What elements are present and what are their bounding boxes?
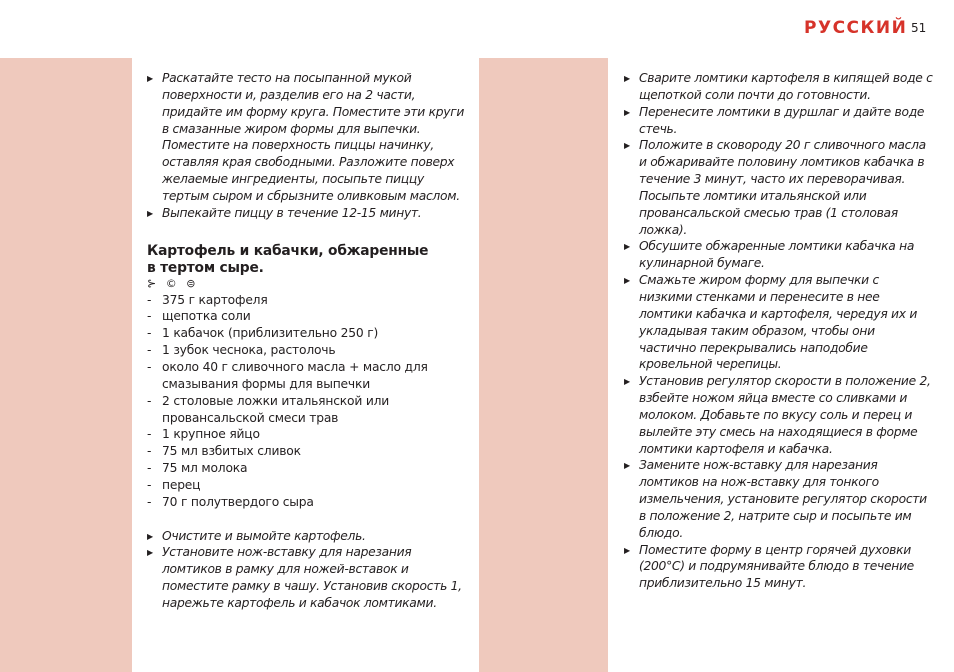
- ingredient-item: - 75 мл молока: [147, 461, 248, 476]
- ingredient-item: - 375 г картофеля: [147, 292, 268, 307]
- ingredient-item: - 75 мл взбитых сливок: [147, 444, 301, 459]
- ingredient-item: - 1 крупное яйцо: [147, 427, 260, 442]
- bullet-triangle-icon: ▶: [147, 531, 153, 541]
- recipe-title: Картофель и кабачки, обжаренные в тертом сыре.: [147, 242, 429, 276]
- bullet-triangle-icon: ▶: [624, 276, 630, 286]
- ingredient-item: - 1 зубок чеснока, растолочь: [147, 343, 336, 358]
- middle-color-band: [479, 58, 608, 672]
- bullet-triangle-icon: ▶: [147, 74, 153, 83]
- step-item: ▶ Обсушите обжаренные ломтики кабачка на кулинарной бумаге.: [624, 239, 915, 271]
- step-item: ▶ Положите в сковороду 20 г сливочного масла и обжаривайте половину ломтиков кабачка в течение 3 минут, часто их переворачивая. Посыпьте ломтики итальянской или провансальской смесью трав (1 столовая ложка).: [624, 138, 926, 237]
- step-item: ▶ Замените нож-вставку для нарезания ломтиков на нож-вставку для тонкого измельчения, установите регулятор скорости в положение 2, натрите сыр и посыпьте им блюдо.: [624, 458, 927, 540]
- bullet-triangle-icon: ▶: [147, 548, 153, 558]
- step-item: ▶ Очистите и вымойте картофель.: [147, 528, 465, 545]
- bullet-triangle-icon: ▶: [624, 141, 630, 151]
- bullet-triangle-icon: ▶: [624, 242, 630, 252]
- ingredient-item: - 70 г полутвердого сыра: [147, 494, 314, 509]
- step-item: ▶ Перенесите ломтики в дуршлаг и дайте воде стечь.: [624, 104, 925, 136]
- ingredient-item: - щепотка соли: [147, 309, 251, 324]
- step-item: ▶ Смажьте жиром форму для выпечки с низкими стенками и перенесите в нее ломтики кабачка и картофеля, чередуя их и укладывая таким образом, чтобы они частично перекрывались наподобие кровельной черепицы.: [624, 273, 918, 372]
- step-item: ▶ Установите нож-вставку для нарезания ломтиков в рамку для ножей-вставок и поместите рамку в чашу. Установив скорость 1, нарежьте картофель и кабачок ломтиками.: [147, 545, 462, 610]
- ingredient-item: - 1 кабачок (приблизительно 250 г): [147, 326, 379, 341]
- bullet-triangle-icon: ▶: [624, 461, 630, 471]
- ingredient-list: [147, 292, 465, 511]
- bullet-triangle-icon: ▶: [624, 74, 630, 83]
- step-item: ▶ Выпекайте пиццу в течение 12-15 минут.: [147, 205, 465, 222]
- right-column: [624, 70, 934, 592]
- page-number: 51: [911, 21, 927, 35]
- bullet-triangle-icon: ▶: [624, 107, 630, 117]
- step-item: ▶ Раскатайте тесто на посыпанной мукой поверхности и, разделив его на 2 части, придайте им форму круга. Поместите эти круги в смазанные жиром формы для выпечки. Поместите на поверхность пиццы начинку, оставляя края свободными. Разложите поверх желаемые ингредиенты, посыпьте пиццу тертым сыром и сбрызните оливковым маслом.: [147, 71, 465, 203]
- ingredient-item: - перец: [147, 477, 201, 492]
- ingredient-item: - 2 столовые ложки итальянской или провансальской смеси трав: [147, 393, 390, 425]
- step-item: ▶ Сварите ломтики картофеля в кипящей воде с щепоткой соли почти до готовности.: [624, 71, 933, 102]
- left-column: [147, 70, 465, 612]
- bullet-triangle-icon: ▶: [624, 545, 630, 555]
- ingredient-item: - около 40 г сливочного масла + масло для смазывания формы для выпечки: [147, 359, 428, 391]
- recipe-tool-icons: ⊱ © ⊜: [147, 276, 199, 290]
- bullet-triangle-icon: ▶: [624, 377, 630, 387]
- step-item: ▶ Установив регулятор скорости в положение 2, взбейте ножом яйца вместе со сливками и молоком. Добавьте по вкусу соль и перец и вылейте эту смесь на находящиеся в форме ломтики картофеля и кабачка.: [624, 374, 931, 456]
- step-item: ▶ Поместите форму в центр горячей духовки (200°C) и подрумянивайте блюдо в течение приблизительно 15 минут.: [624, 542, 914, 591]
- language-label: РУССКИЙ: [804, 18, 908, 38]
- bullet-triangle-icon: ▶: [147, 208, 153, 218]
- left-color-band: [0, 58, 132, 672]
